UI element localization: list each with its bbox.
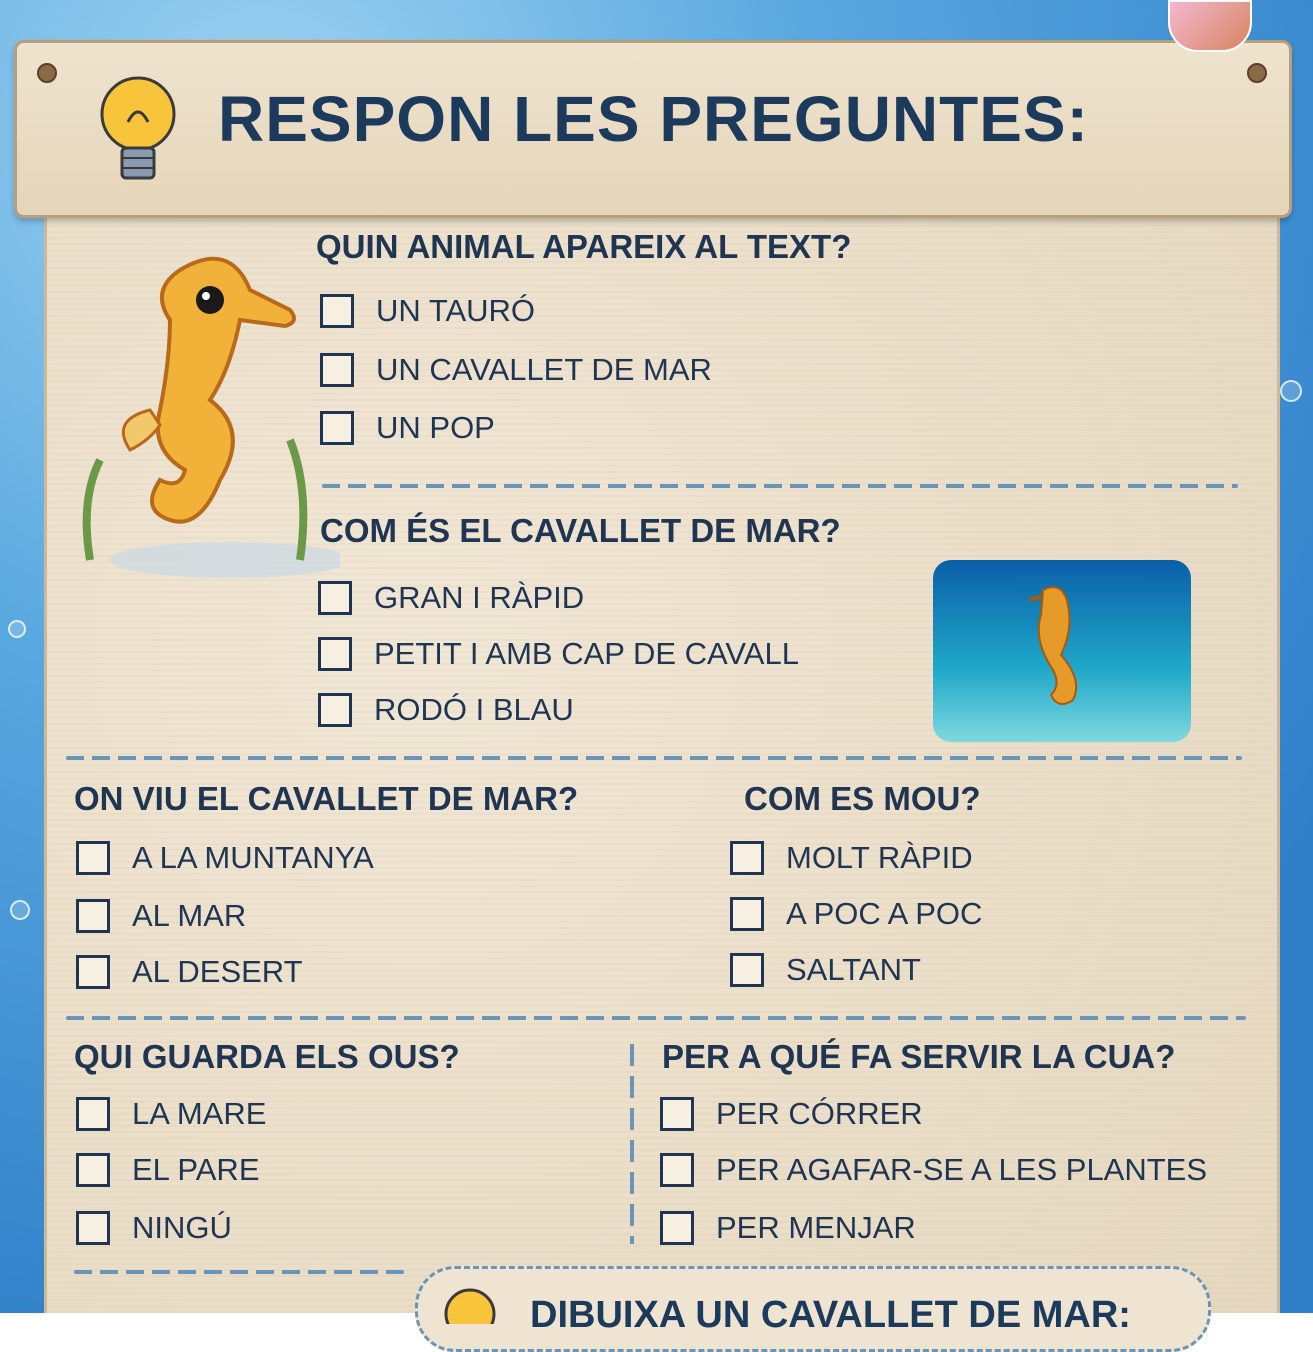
- option-label: UN TAURÓ: [376, 293, 536, 328]
- option-label: PER MENJAR: [716, 1210, 916, 1245]
- checkbox[interactable]: [730, 841, 764, 875]
- nail-icon: [37, 63, 57, 83]
- page-title: RESPON LES PREGUNTES:: [218, 83, 1089, 155]
- question-4: COM ES MOU?: [744, 780, 981, 817]
- drawing-prompt: DIBUIXA UN CAVALLET DE MAR:: [530, 1294, 1131, 1336]
- option-label: MOLT RÀPID: [786, 840, 973, 875]
- option-q5-1[interactable]: [76, 1096, 266, 1132]
- lightbulb-icon: [440, 1284, 500, 1324]
- option-label: PER AGAFAR-SE A LES PLANTES: [716, 1152, 1208, 1187]
- option-label: NINGÚ: [132, 1210, 232, 1245]
- checkbox[interactable]: [730, 897, 764, 931]
- checkbox[interactable]: [76, 1211, 110, 1245]
- divider: [66, 756, 1242, 760]
- option-q5-3[interactable]: [76, 1210, 232, 1246]
- option-label: AL MAR: [132, 898, 247, 933]
- option-q5-2[interactable]: [76, 1152, 260, 1188]
- question-2: COM ÉS EL CAVALLET DE MAR?: [320, 512, 841, 549]
- bubble: [1280, 380, 1302, 402]
- option-q2-1[interactable]: [318, 580, 584, 616]
- checkbox[interactable]: [76, 1097, 110, 1131]
- option-q3-1[interactable]: [76, 840, 374, 876]
- divider: [74, 1270, 404, 1274]
- option-q1-3[interactable]: [320, 410, 495, 446]
- checkbox[interactable]: [318, 693, 352, 727]
- option-label: RODÓ I BLAU: [374, 692, 574, 727]
- option-label: A LA MUNTANYA: [132, 840, 374, 875]
- option-q6-2[interactable]: [660, 1152, 1207, 1188]
- option-label: PER CÓRRER: [716, 1096, 923, 1131]
- checkbox[interactable]: [318, 637, 352, 671]
- option-q1-1[interactable]: [320, 293, 535, 329]
- checkbox[interactable]: [76, 899, 110, 933]
- option-q6-3[interactable]: [660, 1210, 916, 1246]
- column-divider: [630, 1044, 634, 1244]
- seahorse-photo: [933, 560, 1191, 742]
- lightbulb-icon: [88, 72, 188, 192]
- option-q1-2[interactable]: [320, 352, 712, 388]
- checkbox[interactable]: [76, 841, 110, 875]
- divider: [66, 1016, 1246, 1020]
- option-q4-1[interactable]: [730, 840, 973, 876]
- checkbox[interactable]: [320, 294, 354, 328]
- option-label: AL DESERT: [132, 954, 303, 989]
- option-q4-3[interactable]: [730, 952, 921, 988]
- option-q4-2[interactable]: [730, 896, 982, 932]
- option-label: GRAN I RÀPID: [374, 580, 585, 615]
- checkbox[interactable]: [76, 1153, 110, 1187]
- bubble: [10, 900, 30, 920]
- divider: [322, 484, 1238, 488]
- checkbox[interactable]: [76, 955, 110, 989]
- nail-icon: [1247, 63, 1267, 83]
- checkbox[interactable]: [318, 581, 352, 615]
- option-q2-3[interactable]: [318, 692, 574, 728]
- option-label: PETIT I AMB CAP DE CAVALL: [374, 636, 799, 671]
- checkbox[interactable]: [660, 1211, 694, 1245]
- avatar: [1168, 0, 1252, 52]
- checkbox[interactable]: [320, 353, 354, 387]
- question-6: PER A QUÉ FA SERVIR LA CUA?: [662, 1038, 1176, 1075]
- option-q3-3[interactable]: [76, 954, 303, 990]
- question-5: QUI GUARDA ELS OUS?: [74, 1038, 460, 1075]
- option-q2-2[interactable]: [318, 636, 799, 672]
- checkbox[interactable]: [320, 411, 354, 445]
- option-label: UN POP: [376, 410, 495, 445]
- bubble: [8, 620, 26, 638]
- option-label: LA MARE: [132, 1096, 267, 1131]
- option-q3-2[interactable]: [76, 898, 246, 934]
- checkbox[interactable]: [730, 953, 764, 987]
- option-label: EL PARE: [132, 1152, 260, 1187]
- checkbox[interactable]: [660, 1153, 694, 1187]
- question-1: QUIN ANIMAL APAREIX AL TEXT?: [316, 228, 852, 265]
- option-label: SALTANT: [786, 952, 921, 987]
- seahorse-illustration: [60, 230, 340, 590]
- checkbox[interactable]: [660, 1097, 694, 1131]
- option-label: A POC A POC: [786, 896, 983, 931]
- option-label: UN CAVALLET DE MAR: [376, 352, 712, 387]
- option-q6-1[interactable]: [660, 1096, 923, 1132]
- question-3: ON VIU EL CAVALLET DE MAR?: [74, 780, 579, 817]
